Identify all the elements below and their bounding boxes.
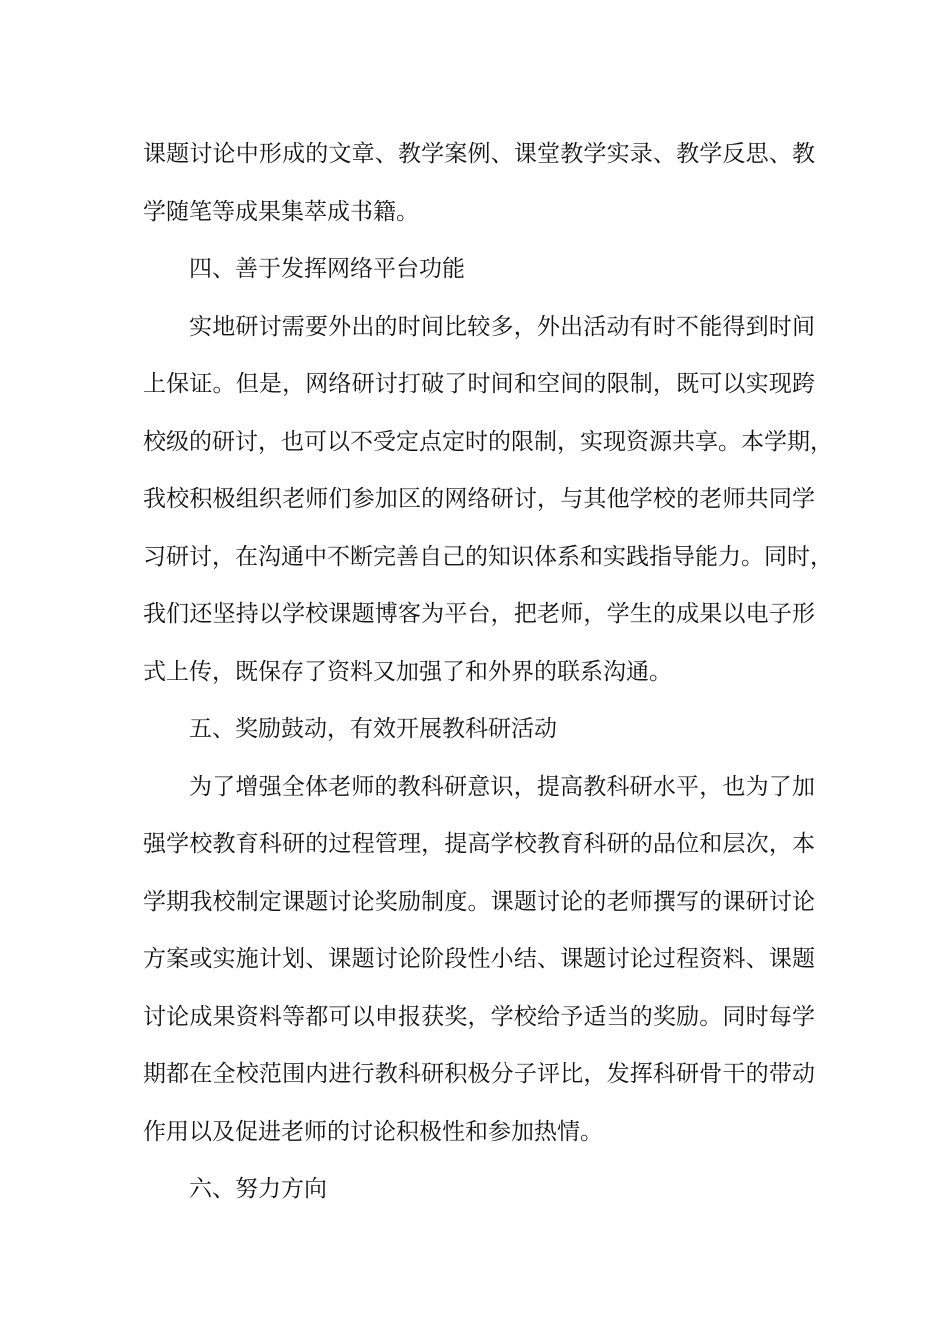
paragraph-line: 校级的研讨，也可以不受定点定时的限制，实现资源共享。本学期， bbox=[143, 428, 833, 455]
paragraph-first-line: 为了增强全体老师的教科研意识，提高教科研水平，也为了加 bbox=[189, 773, 815, 800]
paragraph-line: 讨论成果资料等都可以申报获奖，学校给予适当的奖励。同时每学 bbox=[143, 1003, 815, 1030]
paragraph-line: 期都在全校范围内进行教科研积极分子评比，发挥科研骨干的带动 bbox=[143, 1061, 815, 1087]
paragraph-line: 强学校教育科研的过程管理，提高学校教育科研的品位和层次，本 bbox=[143, 831, 815, 857]
paragraph-line: 我们还坚持以学校课题博客为平台，把老师，学生的成果以电子形 bbox=[143, 601, 815, 627]
paragraph-end-line: 作用以及促进老师的讨论积极性和参加热情。 bbox=[143, 1118, 603, 1145]
section-heading-5: 五、奖励鼓动，有效开展教科研活动 bbox=[189, 716, 557, 742]
section-heading-4: 四、善于发挥网络平台功能 bbox=[189, 256, 465, 282]
paragraph-line: 上保证。但是，网络研讨打破了时间和空间的限制，既可以实现跨 bbox=[143, 371, 815, 397]
section-heading-6: 六、努力方向 bbox=[189, 1176, 327, 1202]
paragraph-line: 方案或实施计划、课题讨论阶段性小结、课题讨论过程资料、课题 bbox=[143, 946, 815, 972]
paragraph-line: 我校积极组织老师们参加区的网络研讨，与其他学校的老师共同学 bbox=[143, 486, 815, 512]
paragraph-line: 习研讨，在沟通中不断完善自己的知识体系和实践指导能力。同时， bbox=[143, 543, 833, 570]
paragraph-end-line: 学随笔等成果集萃成书籍。 bbox=[143, 198, 419, 225]
paragraph-end-line: 式上传，既保存了资料又加强了和外界的联系沟通。 bbox=[143, 658, 672, 685]
paragraph-first-line: 实地研讨需要外出的时间比较多，外出活动有时不能得到时间 bbox=[189, 313, 815, 340]
document-body bbox=[143, 126, 833, 1219]
paragraph-line: 学期我校制定课题讨论奖励制度。课题讨论的老师撰写的课研讨论 bbox=[143, 888, 815, 915]
paragraph-continuation-line: 课题讨论中形成的文章、教学案例、课堂教学实录、教学反思、教 bbox=[143, 141, 815, 167]
